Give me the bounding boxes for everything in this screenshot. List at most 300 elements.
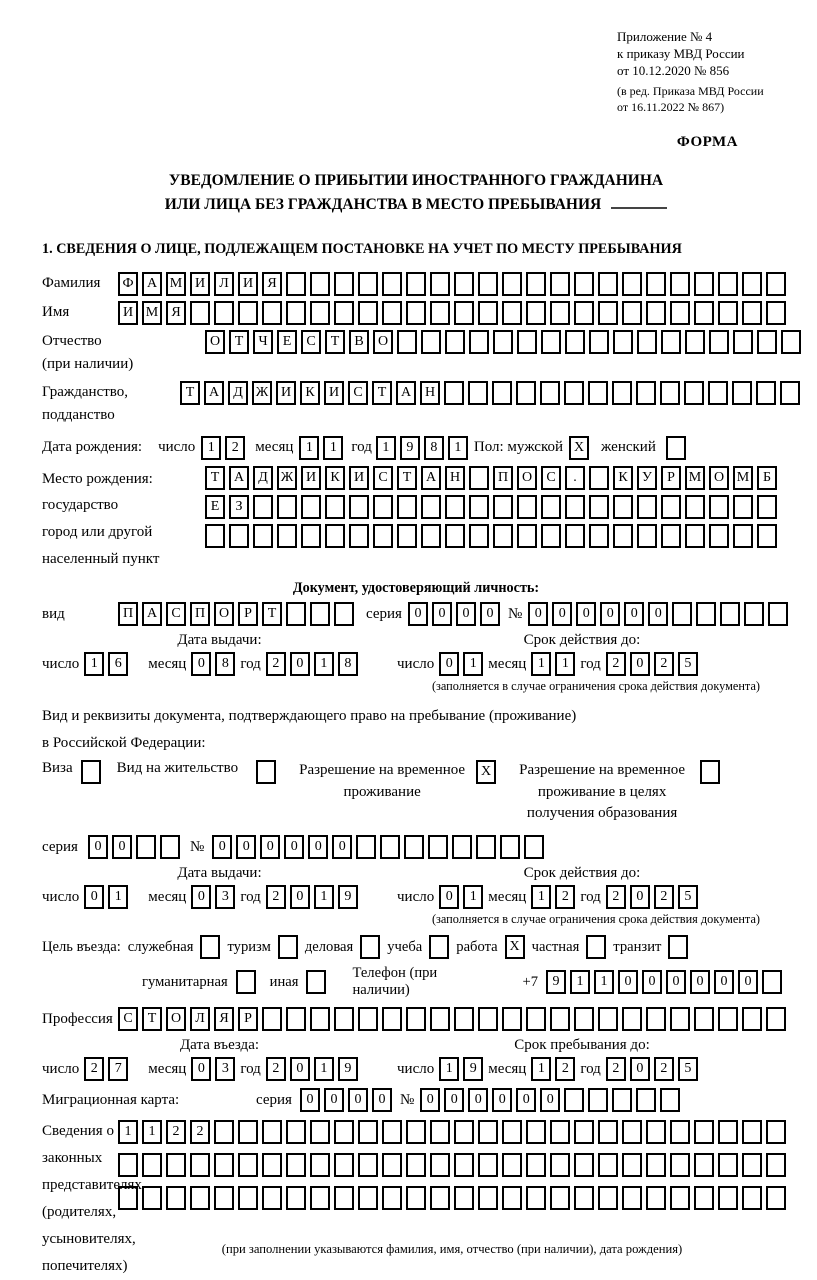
char-cell[interactable] <box>694 1120 714 1144</box>
char-cell[interactable] <box>382 1186 402 1210</box>
char-cell[interactable] <box>406 1186 426 1210</box>
char-cell[interactable]: В <box>349 330 369 354</box>
char-cell[interactable]: У <box>637 466 657 490</box>
char-cell[interactable] <box>406 1153 426 1177</box>
char-cell[interactable] <box>666 436 686 460</box>
char-cell[interactable]: И <box>118 301 138 325</box>
char-cell[interactable] <box>646 1186 666 1210</box>
char-cell[interactable] <box>742 301 762 325</box>
char-cell[interactable] <box>358 272 378 296</box>
char-cell[interactable] <box>502 1153 522 1177</box>
char-cell[interactable]: Р <box>661 466 681 490</box>
char-cell[interactable] <box>708 381 728 405</box>
char-cell[interactable] <box>613 524 633 548</box>
char-cell[interactable]: 0 <box>630 1057 650 1081</box>
char-cell[interactable]: Ж <box>277 466 297 490</box>
char-cell[interactable] <box>214 301 234 325</box>
char-cell[interactable]: А <box>229 466 249 490</box>
char-cell[interactable] <box>732 381 752 405</box>
char-cell[interactable]: Р <box>238 602 258 626</box>
char-cell[interactable]: 1 <box>570 970 590 994</box>
char-cell[interactable] <box>709 330 729 354</box>
char-cell[interactable]: 0 <box>324 1088 344 1112</box>
char-cell[interactable] <box>286 1120 306 1144</box>
char-cell[interactable]: М <box>733 466 753 490</box>
char-cell[interactable] <box>685 330 705 354</box>
char-cell[interactable]: Е <box>205 495 225 519</box>
char-cell[interactable] <box>718 1120 738 1144</box>
char-cell[interactable]: М <box>685 466 705 490</box>
char-cell[interactable] <box>253 495 273 519</box>
char-cell[interactable]: И <box>349 466 369 490</box>
char-cell[interactable] <box>565 330 585 354</box>
char-cell[interactable] <box>469 466 489 490</box>
char-cell[interactable]: К <box>300 381 320 405</box>
char-cell[interactable] <box>744 602 764 626</box>
char-cell[interactable]: П <box>190 602 210 626</box>
char-cell[interactable] <box>696 602 716 626</box>
char-cell[interactable] <box>598 1007 618 1031</box>
char-cell[interactable] <box>622 1120 642 1144</box>
char-cell[interactable]: С <box>301 330 321 354</box>
char-cell[interactable]: А <box>204 381 224 405</box>
char-cell[interactable]: 2 <box>654 885 674 909</box>
char-cell[interactable]: 0 <box>492 1088 512 1112</box>
char-cell[interactable] <box>262 1007 282 1031</box>
char-cell[interactable] <box>492 381 512 405</box>
char-cell[interactable] <box>685 495 705 519</box>
char-cell[interactable] <box>310 272 330 296</box>
char-cell[interactable] <box>502 301 522 325</box>
char-cell[interactable] <box>200 935 220 959</box>
char-cell[interactable] <box>742 272 762 296</box>
char-cell[interactable] <box>454 1007 474 1031</box>
char-cell[interactable]: 1 <box>439 1057 459 1081</box>
char-cell[interactable]: 0 <box>300 1088 320 1112</box>
char-cell[interactable] <box>598 1153 618 1177</box>
char-cell[interactable]: 1 <box>314 1057 334 1081</box>
char-cell[interactable]: 8 <box>215 652 235 676</box>
char-cell[interactable] <box>589 524 609 548</box>
char-cell[interactable] <box>565 495 585 519</box>
char-cell[interactable]: 1 <box>118 1120 138 1144</box>
char-cell[interactable]: 0 <box>332 835 352 859</box>
char-cell[interactable] <box>766 272 786 296</box>
char-cell[interactable]: 1 <box>314 652 334 676</box>
char-cell[interactable]: 1 <box>201 436 221 460</box>
char-cell[interactable] <box>349 495 369 519</box>
char-cell[interactable]: 8 <box>424 436 444 460</box>
char-cell[interactable] <box>325 524 345 548</box>
char-cell[interactable]: 2 <box>555 1057 575 1081</box>
char-cell[interactable]: 0 <box>630 885 650 909</box>
char-cell[interactable]: 1 <box>323 436 343 460</box>
char-cell[interactable]: 1 <box>108 885 128 909</box>
char-cell[interactable]: К <box>325 466 345 490</box>
char-cell[interactable] <box>526 1007 546 1031</box>
char-cell[interactable]: 1 <box>299 436 319 460</box>
char-cell[interactable] <box>526 301 546 325</box>
char-cell[interactable] <box>766 1153 786 1177</box>
char-cell[interactable] <box>360 935 380 959</box>
char-cell[interactable]: 0 <box>444 1088 464 1112</box>
char-cell[interactable] <box>670 1007 690 1031</box>
char-cell[interactable]: 0 <box>552 602 572 626</box>
char-cell[interactable] <box>356 835 376 859</box>
char-cell[interactable] <box>612 381 632 405</box>
char-cell[interactable] <box>720 602 740 626</box>
char-cell[interactable]: Т <box>325 330 345 354</box>
char-cell[interactable] <box>301 524 321 548</box>
char-cell[interactable]: 1 <box>376 436 396 460</box>
char-cell[interactable]: X <box>476 760 496 784</box>
char-cell[interactable]: 0 <box>439 652 459 676</box>
char-cell[interactable] <box>564 1088 584 1112</box>
char-cell[interactable] <box>310 1153 330 1177</box>
char-cell[interactable] <box>637 330 657 354</box>
char-cell[interactable] <box>406 301 426 325</box>
char-cell[interactable] <box>574 1120 594 1144</box>
char-cell[interactable]: О <box>166 1007 186 1031</box>
char-cell[interactable]: 0 <box>191 885 211 909</box>
char-cell[interactable] <box>550 1186 570 1210</box>
char-cell[interactable] <box>550 1007 570 1031</box>
char-cell[interactable]: 5 <box>678 1057 698 1081</box>
char-cell[interactable] <box>742 1007 762 1031</box>
char-cell[interactable]: 1 <box>142 1120 162 1144</box>
char-cell[interactable] <box>589 495 609 519</box>
char-cell[interactable] <box>564 381 584 405</box>
char-cell[interactable]: 0 <box>290 1057 310 1081</box>
char-cell[interactable]: Т <box>229 330 249 354</box>
char-cell[interactable]: 2 <box>225 436 245 460</box>
char-cell[interactable] <box>517 330 537 354</box>
char-cell[interactable]: С <box>118 1007 138 1031</box>
char-cell[interactable]: 0 <box>600 602 620 626</box>
char-cell[interactable] <box>500 835 520 859</box>
char-cell[interactable]: 0 <box>432 602 452 626</box>
char-cell[interactable] <box>574 1153 594 1177</box>
char-cell[interactable]: X <box>569 436 589 460</box>
char-cell[interactable]: 1 <box>314 885 334 909</box>
char-cell[interactable]: 1 <box>84 652 104 676</box>
char-cell[interactable]: 1 <box>448 436 468 460</box>
char-cell[interactable] <box>454 1153 474 1177</box>
char-cell[interactable] <box>668 935 688 959</box>
char-cell[interactable] <box>310 1007 330 1031</box>
char-cell[interactable] <box>118 1153 138 1177</box>
char-cell[interactable] <box>613 330 633 354</box>
char-cell[interactable]: 0 <box>308 835 328 859</box>
char-cell[interactable]: Ж <box>252 381 272 405</box>
char-cell[interactable]: О <box>373 330 393 354</box>
char-cell[interactable]: И <box>238 272 258 296</box>
char-cell[interactable] <box>286 602 306 626</box>
char-cell[interactable]: 0 <box>666 970 686 994</box>
char-cell[interactable]: Ф <box>118 272 138 296</box>
char-cell[interactable]: С <box>348 381 368 405</box>
char-cell[interactable] <box>382 1153 402 1177</box>
char-cell[interactable]: 1 <box>555 652 575 676</box>
char-cell[interactable]: Я <box>166 301 186 325</box>
char-cell[interactable]: X <box>505 935 525 959</box>
char-cell[interactable] <box>622 301 642 325</box>
char-cell[interactable] <box>709 524 729 548</box>
char-cell[interactable] <box>190 1153 210 1177</box>
char-cell[interactable]: 0 <box>738 970 758 994</box>
char-cell[interactable] <box>622 272 642 296</box>
char-cell[interactable] <box>694 301 714 325</box>
char-cell[interactable] <box>550 1153 570 1177</box>
char-cell[interactable]: Т <box>142 1007 162 1031</box>
char-cell[interactable] <box>637 495 657 519</box>
char-cell[interactable]: 0 <box>290 885 310 909</box>
char-cell[interactable]: Д <box>253 466 273 490</box>
char-cell[interactable] <box>670 1186 690 1210</box>
char-cell[interactable] <box>373 524 393 548</box>
char-cell[interactable] <box>469 524 489 548</box>
char-cell[interactable] <box>766 301 786 325</box>
char-cell[interactable]: 8 <box>338 652 358 676</box>
char-cell[interactable]: 7 <box>108 1057 128 1081</box>
char-cell[interactable] <box>238 301 258 325</box>
char-cell[interactable] <box>694 272 714 296</box>
char-cell[interactable] <box>517 524 537 548</box>
char-cell[interactable] <box>421 524 441 548</box>
char-cell[interactable]: Ч <box>253 330 273 354</box>
char-cell[interactable]: 1 <box>531 1057 551 1081</box>
char-cell[interactable]: . <box>565 466 585 490</box>
char-cell[interactable]: 0 <box>540 1088 560 1112</box>
char-cell[interactable]: Т <box>262 602 282 626</box>
char-cell[interactable] <box>358 1120 378 1144</box>
char-cell[interactable] <box>430 1186 450 1210</box>
char-cell[interactable] <box>166 1186 186 1210</box>
char-cell[interactable] <box>478 1153 498 1177</box>
char-cell[interactable] <box>598 1120 618 1144</box>
char-cell[interactable] <box>574 272 594 296</box>
char-cell[interactable] <box>565 524 585 548</box>
char-cell[interactable]: О <box>205 330 225 354</box>
char-cell[interactable] <box>685 524 705 548</box>
char-cell[interactable] <box>766 1186 786 1210</box>
char-cell[interactable] <box>598 272 618 296</box>
char-cell[interactable]: Т <box>397 466 417 490</box>
char-cell[interactable] <box>700 760 720 784</box>
char-cell[interactable] <box>454 301 474 325</box>
char-cell[interactable] <box>190 1186 210 1210</box>
char-cell[interactable]: 2 <box>266 885 286 909</box>
char-cell[interactable] <box>382 1120 402 1144</box>
char-cell[interactable] <box>622 1186 642 1210</box>
char-cell[interactable] <box>574 1007 594 1031</box>
char-cell[interactable]: Я <box>262 272 282 296</box>
char-cell[interactable] <box>757 330 777 354</box>
char-cell[interactable] <box>742 1153 762 1177</box>
char-cell[interactable] <box>718 1007 738 1031</box>
char-cell[interactable] <box>306 970 326 994</box>
char-cell[interactable]: 0 <box>212 835 232 859</box>
char-cell[interactable]: Н <box>420 381 440 405</box>
char-cell[interactable] <box>684 381 704 405</box>
char-cell[interactable]: 0 <box>468 1088 488 1112</box>
char-cell[interactable]: Н <box>445 466 465 490</box>
char-cell[interactable] <box>478 1007 498 1031</box>
char-cell[interactable]: 1 <box>594 970 614 994</box>
char-cell[interactable] <box>733 524 753 548</box>
char-cell[interactable] <box>757 524 777 548</box>
char-cell[interactable] <box>445 524 465 548</box>
char-cell[interactable] <box>421 495 441 519</box>
char-cell[interactable] <box>238 1186 258 1210</box>
char-cell[interactable]: С <box>166 602 186 626</box>
char-cell[interactable]: А <box>396 381 416 405</box>
char-cell[interactable] <box>589 330 609 354</box>
char-cell[interactable] <box>429 935 449 959</box>
char-cell[interactable] <box>277 495 297 519</box>
char-cell[interactable]: 0 <box>260 835 280 859</box>
char-cell[interactable] <box>550 1120 570 1144</box>
char-cell[interactable]: 2 <box>266 1057 286 1081</box>
char-cell[interactable] <box>574 1186 594 1210</box>
char-cell[interactable] <box>493 524 513 548</box>
char-cell[interactable] <box>136 835 156 859</box>
char-cell[interactable] <box>397 330 417 354</box>
char-cell[interactable]: 0 <box>690 970 710 994</box>
char-cell[interactable]: П <box>493 466 513 490</box>
char-cell[interactable]: 0 <box>630 652 650 676</box>
char-cell[interactable] <box>214 1120 234 1144</box>
char-cell[interactable] <box>768 602 788 626</box>
char-cell[interactable] <box>646 1153 666 1177</box>
char-cell[interactable] <box>454 1120 474 1144</box>
char-cell[interactable]: 9 <box>546 970 566 994</box>
char-cell[interactable] <box>325 495 345 519</box>
char-cell[interactable] <box>586 935 606 959</box>
char-cell[interactable]: 0 <box>191 1057 211 1081</box>
char-cell[interactable] <box>540 381 560 405</box>
char-cell[interactable] <box>733 330 753 354</box>
char-cell[interactable] <box>694 1186 714 1210</box>
char-cell[interactable] <box>349 524 369 548</box>
char-cell[interactable]: 1 <box>531 652 551 676</box>
char-cell[interactable]: 0 <box>714 970 734 994</box>
char-cell[interactable] <box>406 1120 426 1144</box>
char-cell[interactable] <box>516 381 536 405</box>
char-cell[interactable]: 9 <box>400 436 420 460</box>
char-cell[interactable]: 0 <box>456 602 476 626</box>
char-cell[interactable] <box>661 330 681 354</box>
char-cell[interactable] <box>452 835 472 859</box>
char-cell[interactable] <box>476 835 496 859</box>
char-cell[interactable] <box>550 272 570 296</box>
char-cell[interactable] <box>118 1186 138 1210</box>
char-cell[interactable]: З <box>229 495 249 519</box>
char-cell[interactable]: 3 <box>215 885 235 909</box>
char-cell[interactable] <box>238 1153 258 1177</box>
char-cell[interactable] <box>430 301 450 325</box>
char-cell[interactable]: 2 <box>190 1120 210 1144</box>
char-cell[interactable] <box>468 381 488 405</box>
char-cell[interactable]: 0 <box>408 602 428 626</box>
char-cell[interactable] <box>190 301 210 325</box>
char-cell[interactable] <box>646 301 666 325</box>
char-cell[interactable] <box>262 1120 282 1144</box>
char-cell[interactable] <box>428 835 448 859</box>
char-cell[interactable] <box>262 1153 282 1177</box>
char-cell[interactable] <box>278 935 298 959</box>
char-cell[interactable] <box>588 381 608 405</box>
char-cell[interactable]: М <box>142 301 162 325</box>
char-cell[interactable] <box>358 1007 378 1031</box>
char-cell[interactable] <box>718 1186 738 1210</box>
char-cell[interactable] <box>334 602 354 626</box>
char-cell[interactable] <box>694 1007 714 1031</box>
char-cell[interactable] <box>310 301 330 325</box>
char-cell[interactable] <box>421 330 441 354</box>
char-cell[interactable] <box>382 272 402 296</box>
char-cell[interactable] <box>262 301 282 325</box>
char-cell[interactable]: 0 <box>648 602 668 626</box>
char-cell[interactable] <box>406 272 426 296</box>
char-cell[interactable]: А <box>142 602 162 626</box>
char-cell[interactable] <box>636 1088 656 1112</box>
char-cell[interactable]: П <box>118 602 138 626</box>
char-cell[interactable] <box>672 602 692 626</box>
char-cell[interactable] <box>588 1088 608 1112</box>
char-cell[interactable] <box>541 495 561 519</box>
char-cell[interactable]: Л <box>190 1007 210 1031</box>
char-cell[interactable] <box>262 1186 282 1210</box>
char-cell[interactable] <box>238 1120 258 1144</box>
char-cell[interactable] <box>373 495 393 519</box>
char-cell[interactable]: М <box>166 272 186 296</box>
char-cell[interactable] <box>310 602 330 626</box>
char-cell[interactable]: 0 <box>624 602 644 626</box>
char-cell[interactable]: 0 <box>290 652 310 676</box>
char-cell[interactable] <box>478 272 498 296</box>
char-cell[interactable]: 2 <box>606 652 626 676</box>
char-cell[interactable] <box>660 381 680 405</box>
char-cell[interactable] <box>229 524 249 548</box>
char-cell[interactable]: 2 <box>606 1057 626 1081</box>
char-cell[interactable]: Т <box>372 381 392 405</box>
char-cell[interactable] <box>406 1007 426 1031</box>
char-cell[interactable] <box>766 1120 786 1144</box>
char-cell[interactable] <box>310 1120 330 1144</box>
char-cell[interactable] <box>598 1186 618 1210</box>
char-cell[interactable] <box>493 330 513 354</box>
char-cell[interactable]: 2 <box>166 1120 186 1144</box>
char-cell[interactable] <box>478 1186 498 1210</box>
char-cell[interactable]: 2 <box>266 652 286 676</box>
char-cell[interactable]: 5 <box>678 885 698 909</box>
char-cell[interactable] <box>646 272 666 296</box>
char-cell[interactable] <box>757 495 777 519</box>
char-cell[interactable]: 3 <box>215 1057 235 1081</box>
char-cell[interactable] <box>380 835 400 859</box>
char-cell[interactable] <box>756 381 776 405</box>
char-cell[interactable] <box>733 495 753 519</box>
char-cell[interactable] <box>469 330 489 354</box>
char-cell[interactable]: Т <box>205 466 225 490</box>
char-cell[interactable] <box>358 301 378 325</box>
char-cell[interactable] <box>334 1186 354 1210</box>
char-cell[interactable] <box>445 330 465 354</box>
char-cell[interactable] <box>334 1007 354 1031</box>
char-cell[interactable]: И <box>301 466 321 490</box>
char-cell[interactable] <box>454 1186 474 1210</box>
